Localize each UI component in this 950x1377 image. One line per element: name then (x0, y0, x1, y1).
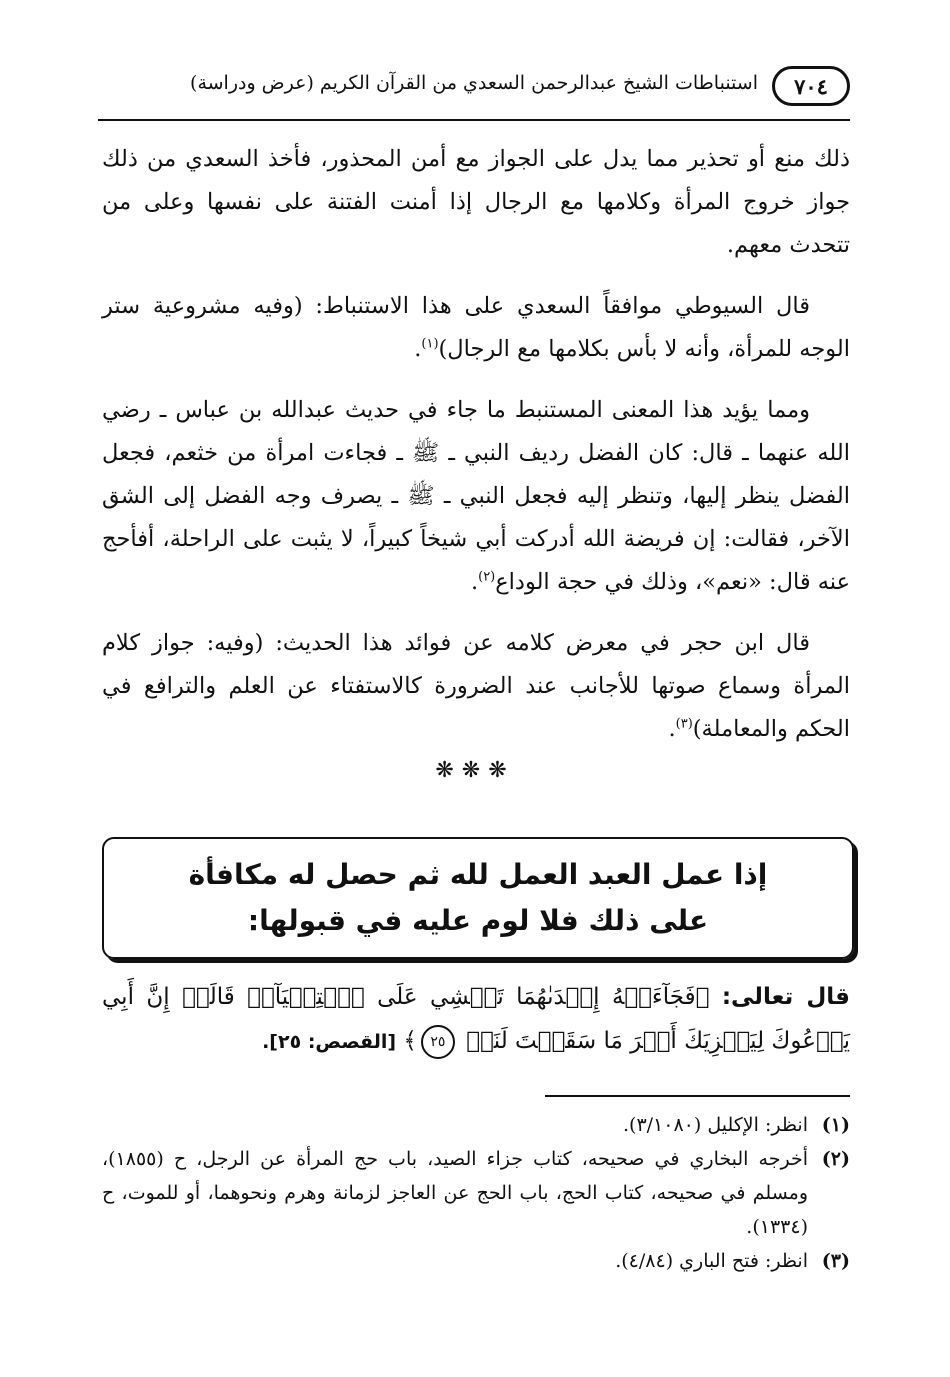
running-title: استنباطات الشيخ عبدالرحمن السعدي من القرآن الكريم (عرض ودراسة) (190, 72, 758, 94)
footnote-divider (545, 1095, 850, 1097)
page-number: ٧٠٤ (772, 66, 850, 106)
verse-intro: قال تعالى: (721, 984, 850, 1010)
paragraph: قال ابن حجر في معرض كلامه عن فوائد هذا الحديث: (وفيه: جواز كلام المرأة وسماع صوتها للأجانب عند الضرورة كالاستفتاء عن العلم والترافع في الحكم والمعاملة)$^{(٣)}$. (102, 630, 850, 742)
quran-verse: قال تعالى: ﴿فَجَآءَتۡهُ إِحۡدَىٰهُمَا تَمۡشِي عَلَى ٱسۡتِحۡيَآءٖ قَالَتۡ إِنَّ أَبِي يَدۡعُوكَ لِيَجۡزِيَكَ أَجۡرَ مَا سَقَيۡتَ لَنَاۚ ٢٥﴾ [القصص: ٢٥]. (102, 975, 850, 1064)
footnote (102, 1108, 850, 1142)
footnote-text: انظر: فتح الباري (٤/٨٤). (615, 1250, 808, 1272)
footnote-text: انظر: الإكليل (٣/١٠٨٠). (623, 1114, 808, 1136)
section-heading: إذا عمل العبد العمل لله ثم حصل له مكافأة على ذلك فلا لوم عليه في قبولها: (188, 858, 768, 937)
footnote-marker[interactable]: (٣) (675, 716, 693, 732)
page-header (98, 62, 850, 114)
paragraph: ومما يؤيد هذا المعنى المستنبط ما جاء في حديث عبدالله بن عباس ـ رضي الله عنهما ـ قال: كان الفضل رديف النبي ـ ﷺ ـ فجاءت امرأة من خثعم، فجعل الفضل ينظر إليها، وتنظر إليه فجعل النبي ـ ﷺ ـ يصرف وجه الفضل إلى الشق الآخر، فقالت: إن فريضة الله أدركت أبي شيخاً كبيراً، لا يثبت على الراحلة، أفأحج عنه قال: «نعم»، وذلك في حجة الوداع$^{(٢)}$. (102, 397, 850, 595)
footnote-marker[interactable]: (٢) (478, 569, 496, 585)
footnote-number: (٣) (821, 1250, 850, 1272)
footnotes (102, 1108, 850, 1278)
footnote-number: (٢) (821, 1148, 850, 1170)
footnote-text: أخرجه البخاري في صحيحه، كتاب جزاء الصيد، باب حج المرأة عن الرجل، ح (١٨٥٥)، ومسلم في صحيحه، كتاب الحج، باب الحج عن العاجز لزمانة وهرم ونحوهما، أو للموت، ح (١٣٣٤). (102, 1148, 808, 1238)
footnote-number: (١) (821, 1114, 850, 1136)
verse-reference: [القصص: ٢٥]. (262, 1031, 397, 1053)
footnote-marker[interactable]: (١) (421, 336, 439, 352)
paragraph: قال السيوطي موافقاً السعدي على هذا الاستنباط: (وفيه مشروعية ستر الوجه للمرأة، وأنه لا بأس بكلامها مع الرجال)$^{(١)}$. (102, 293, 850, 362)
main-text (102, 138, 850, 769)
section-divider-ornament: ❋❋❋ (435, 758, 515, 783)
section-heading-box (102, 837, 854, 959)
verse-text: ﴿فَجَآءَتۡهُ إِحۡدَىٰهُمَا تَمۡشِي عَلَى ٱسۡتِحۡيَآءٖ قَالَتۡ إِنَّ أَبِي يَدۡعُوكَ لِيَجۡزِيَكَ أَجۡرَ مَا سَقَيۡتَ لَنَاۚ (102, 984, 850, 1054)
footnote (102, 1142, 850, 1244)
header-divider (98, 119, 850, 121)
ayah-number-icon: ٢٥ (421, 1025, 455, 1059)
paragraph: ذلك منع أو تحذير مما يدل على الجواز مع أمن المحذور، فأخذ السعدي من ذلك جواز خروج المرأة وكلامها مع الرجال إذا أمنت الفتنة على نفسها وعلى من تتحدث معهم. (102, 146, 850, 258)
footnote (102, 1244, 850, 1278)
